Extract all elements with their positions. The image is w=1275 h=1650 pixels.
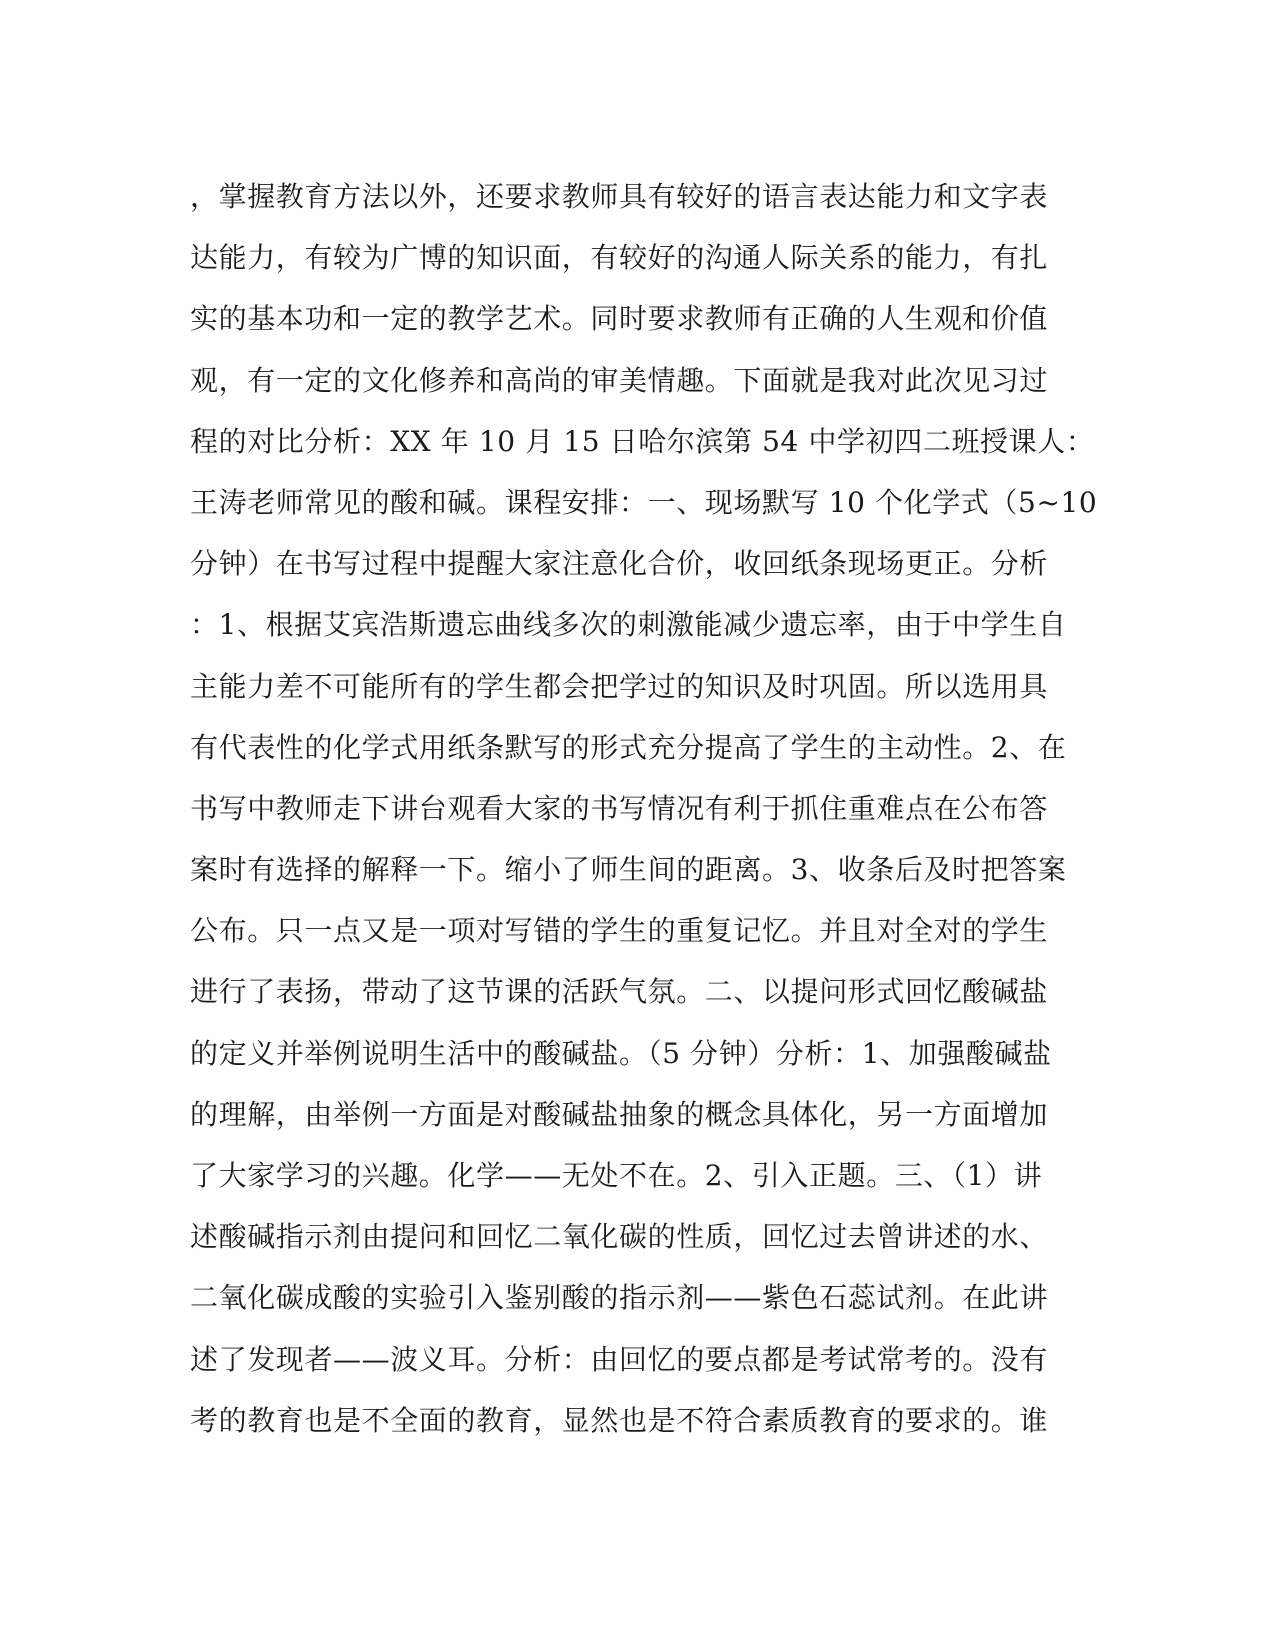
text-line: 公布。只一点又是一项对写错的学生的重复记忆。并且对全对的学生 <box>190 914 1049 948</box>
text-line: 程的对比分析：XX 年 10 月 15 日哈尔滨第 54 中学初四二班授课人： <box>190 424 1095 458</box>
text-line: 了大家学习的兴趣。化学——无处不在。2、引入正题。三、（1）讲 <box>190 1159 1043 1192</box>
text-line: 王涛老师常见的酸和碱。课程安排：一、现场默写 10 个化学式（5~10 <box>190 485 1098 519</box>
text-line: 案时有选择的解释一下。缩小了师生间的距离。3、收条后及时把答案 <box>190 853 1067 887</box>
text-line: 观，有一定的文化修养和高尚的审美情趣。下面就是我对此次见习过 <box>190 363 1049 397</box>
text-line: 考的教育也是不全面的教育，显然也是不符合素质教育的要求的。谁 <box>190 1403 1049 1437</box>
text-line: 分钟）在书写过程中提醒大家注意化合价，收回纸条现场更正。分析 <box>190 547 1049 581</box>
text-line: ，掌握教育方法以外，还要求教师具有较好的语言表达能力和文字表 <box>190 180 1049 213</box>
text-line: 二氧化碳成酸的实验引入鉴别酸的指示剂——紫色石蕊试剂。在此讲 <box>190 1281 1049 1315</box>
text-line: 述了发现者——波义耳。分析：由回忆的要点都是考试常考的。没有 <box>190 1342 1049 1376</box>
text-line: 述酸碱指示剂由提问和回忆二氧化碳的性质，回忆过去曾讲述的水、 <box>190 1220 1049 1254</box>
body-text <box>190 166 1098 1451</box>
text-line: 的定义并举例说明生活中的酸碱盐。（5 分钟）分析：1、加强酸碱盐 <box>190 1036 1052 1070</box>
text-line: 的理解，由举例一方面是对酸碱盐抽象的概念具体化，另一方面增加 <box>190 1097 1049 1131</box>
text-line: 书写中教师走下讲台观看大家的书写情况有利于抓住重难点在公布答 <box>190 791 1049 825</box>
text-line: 达能力，有较为广博的知识面，有较好的沟通人际关系的能力，有扎 <box>190 241 1049 275</box>
text-line: 有代表性的化学式用纸条默写的形式充分提高了学生的主动性。2、在 <box>190 730 1067 764</box>
text-line: 进行了表扬，带动了这节课的活跃气氛。二、以提问形式回忆酸碱盐 <box>190 975 1049 1009</box>
text-line: 主能力差不可能所有的学生都会把学过的知识及时巩固。所以选用具 <box>190 669 1049 703</box>
text-line: 实的基本功和一定的教学艺术。同时要求教师有正确的人生观和价值 <box>190 302 1049 336</box>
text-line: ：1、根据艾宾浩斯遗忘曲线多次的刺激能减少遗忘率，由于中学生自 <box>190 608 1067 642</box>
